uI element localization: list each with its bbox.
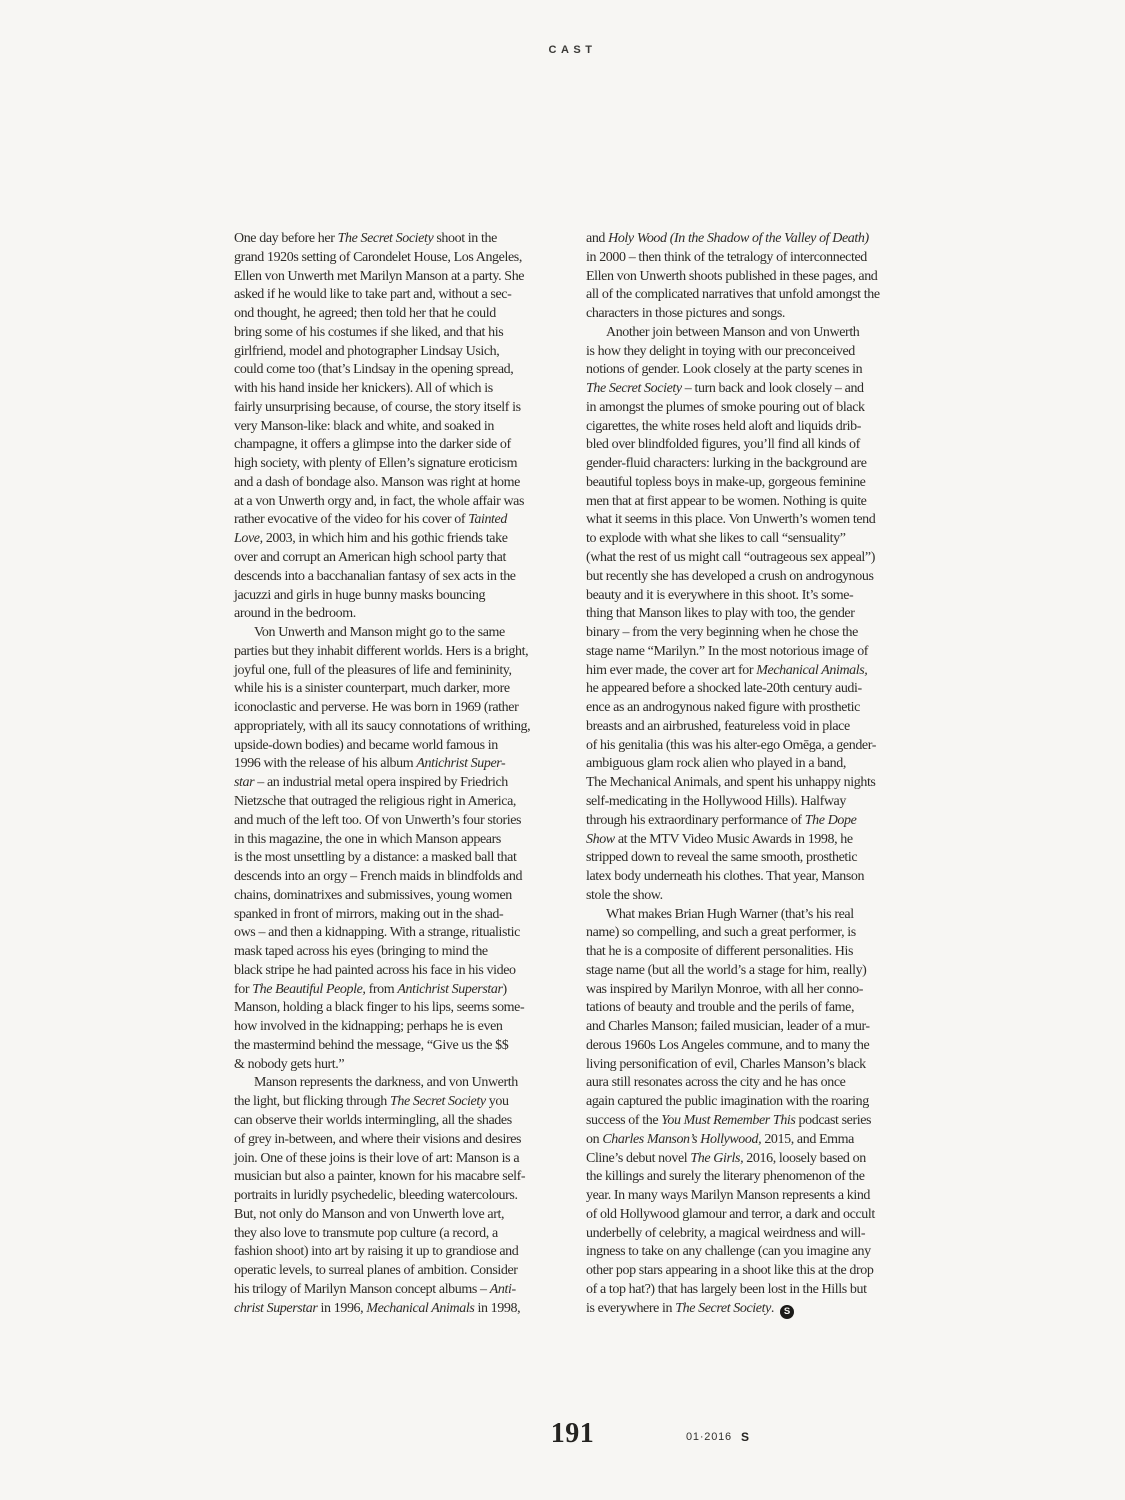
text-line: that he is a composite of different personalities. His bbox=[586, 944, 854, 960]
text-line: men that at first appear to be women. Nothing is quite bbox=[586, 493, 867, 509]
text-line: spanked in front of mirrors, making out in the shad- bbox=[234, 906, 504, 922]
text-line: but recently she has developed a crush on androgynous bbox=[586, 568, 874, 584]
text-line: could come too (that’s Lindsay in the opening spread, bbox=[234, 362, 514, 378]
text-line: chains, dominatrixes and submissives, young women bbox=[234, 887, 512, 903]
text-line: Manson, holding a black finger to his lips, seems some- bbox=[234, 1000, 525, 1016]
text-line: high society, with plenty of Ellen’s signature eroticism bbox=[234, 456, 518, 472]
text-line: fairly unsurprising because, of course, the story itself is bbox=[234, 399, 521, 415]
text-line: parties but they inhabit different worlds. Hers is a bright, bbox=[234, 643, 529, 659]
text-line: for The Beautiful People, from Antichrist Superstar) bbox=[234, 981, 507, 997]
text-line: breasts and an airbrushed, featureless void in place bbox=[586, 718, 850, 734]
text-line: ambiguous glam rock alien who played in a band, bbox=[586, 756, 846, 772]
text-line: star – an industrial metal opera inspired by Friedrich bbox=[234, 775, 508, 791]
text-line: descends into a bacchanalian fantasy of sex acts in the bbox=[234, 568, 516, 584]
text-line: of old Hollywood glamour and terror, a dark and occult bbox=[586, 1206, 875, 1222]
text-line: year. In many ways Marilyn Manson represents a kind bbox=[586, 1188, 871, 1204]
text-line: again captured the public imagination with the roaring bbox=[586, 1094, 869, 1110]
text-line: But, not only do Manson and von Unwerth love art, bbox=[234, 1206, 505, 1222]
text-line: name) so compelling, and such a great performer, is bbox=[586, 925, 856, 941]
article-column-left bbox=[234, 230, 579, 1318]
text-line: musician but also a painter, known for his macabre self- bbox=[234, 1169, 526, 1185]
text-line: and Charles Manson; failed musician, leader of a mur- bbox=[586, 1019, 870, 1035]
text-line: asked if he would like to take part and, without a sec- bbox=[234, 287, 512, 303]
text-line: Show at the MTV Video Music Awards in 1998, he bbox=[586, 831, 853, 847]
text-line: cigarettes, the white roses held aloft and liquids drib- bbox=[586, 418, 862, 434]
footer-page-number: 191 bbox=[550, 1418, 595, 1449]
text-line: his trilogy of Marilyn Manson concept albums – Anti- bbox=[234, 1281, 516, 1297]
text-line: Nietzsche that outraged the religious right in America, bbox=[234, 793, 517, 809]
text-line: Another join between Manson and von Unwerth bbox=[606, 324, 860, 340]
text-line: to explode with what she likes to call “sensuality” bbox=[586, 531, 846, 547]
footer-magazine-mark: S bbox=[741, 1430, 750, 1444]
text-line: ows – and then a kidnapping. With a strange, ritualistic bbox=[234, 925, 520, 941]
text-line: on Charles Manson’s Hollywood, 2015, and Emma bbox=[586, 1131, 854, 1147]
text-line: and a dash of bondage also. Manson was right at home bbox=[234, 474, 520, 490]
text-line: girlfriend, model and photographer Lindsay Usich, bbox=[234, 343, 500, 359]
text-line: how involved in the kidnapping; perhaps he is even bbox=[234, 1019, 503, 1035]
text-line: notions of gender. Look closely at the party scenes in bbox=[586, 362, 863, 378]
text-line: stage name (but all the world’s a stage for him, really) bbox=[586, 962, 867, 978]
text-line: the killings and surely the literary phenomenon of the bbox=[586, 1169, 865, 1185]
text-line: ence as an androgynous naked figure with prosthetic bbox=[586, 700, 860, 716]
text-line: the mastermind behind the message, “Give us the $$ bbox=[234, 1037, 509, 1053]
text-line: & nobody gets hurt.” bbox=[234, 1056, 345, 1072]
text-line: latex body underneath his clothes. That year, Manson bbox=[586, 869, 865, 885]
text-line: is the most unsettling by a distance: a masked ball that bbox=[234, 850, 517, 866]
text-line: gender-fluid characters: lurking in the background are bbox=[586, 456, 867, 472]
text-line: of his genitalia (this was his alter-ego Omēga, a gender- bbox=[586, 737, 876, 753]
text-line: Cline’s debut novel The Girls, 2016, loosely based on bbox=[586, 1150, 866, 1166]
text-line: join. One of these joins is their love of art: Manson is a bbox=[234, 1150, 520, 1166]
text-line: bled over blindfolded figures, you’ll find all kinds of bbox=[586, 437, 860, 453]
text-line: rather evocative of the video for his cover of Tainted bbox=[234, 512, 507, 528]
text-line: living personification of evil, Charles Manson’s black bbox=[586, 1056, 866, 1072]
text-line: underbelly of celebrity, a magical weirdness and will- bbox=[586, 1225, 866, 1241]
text-line: in amongst the plumes of smoke pouring out of black bbox=[586, 399, 865, 415]
text-line: beauty and it is everywhere in this shoot. It’s some- bbox=[586, 587, 854, 603]
text-line: is how they delight in toying with our preconceived bbox=[586, 343, 855, 359]
text-line: Ellen von Unwerth shoots published in these pages, and bbox=[586, 268, 878, 284]
text-line: The Secret Society – turn back and look closely – and bbox=[586, 381, 864, 397]
text-line: thing that Manson likes to play with too, the gender bbox=[586, 606, 855, 622]
text-line: christ Superstar in 1996, Mechanical Animals in 1998, bbox=[234, 1300, 521, 1316]
text-line: can observe their worlds intermingling, all the shades bbox=[234, 1112, 512, 1128]
text-line: fashion shoot) into art by raising it up to grandiose and bbox=[234, 1244, 519, 1260]
text-line: other pop stars appearing in a shoot like this at the drop bbox=[586, 1263, 874, 1279]
article-column-right bbox=[586, 230, 931, 1319]
text-line: Ellen von Unwerth met Marilyn Manson at a party. She bbox=[234, 268, 525, 284]
text-line: champagne, it offers a glimpse into the darker side of bbox=[234, 437, 511, 453]
text-line: at a von Unwerth orgy and, in fact, the whole affair was bbox=[234, 493, 525, 509]
text-line: Von Unwerth and Manson might go to the same bbox=[254, 625, 505, 641]
text-line: 1996 with the release of his album Antichrist Super- bbox=[234, 756, 506, 772]
text-line: Love, 2003, in which him and his gothic friends take bbox=[234, 531, 508, 547]
text-line: jacuzzi and girls in huge bunny masks bouncing bbox=[234, 587, 486, 603]
text-line: stripped down to reveal the same smooth, prosthetic bbox=[586, 850, 858, 866]
text-line: portraits in luridly psychedelic, bleeding watercolours. bbox=[234, 1188, 518, 1204]
text-line: beautiful topless boys in make-up, gorgeous feminine bbox=[586, 474, 866, 490]
text-line: through his extraordinary performance of The Dope bbox=[586, 812, 857, 828]
section-end-mark: S bbox=[780, 1305, 794, 1319]
text-line: tations of beauty and trouble and the perils of fame, bbox=[586, 1000, 855, 1016]
text-line: of a top hat?) that has largely been lost in the Hills but bbox=[586, 1281, 867, 1297]
text-line: (what the rest of us might call “outrageous sex appeal”) bbox=[586, 550, 875, 566]
text-line: grand 1920s setting of Carondelet House, Los Angeles, bbox=[234, 249, 522, 265]
text-line: while his is a sinister counterpart, much darker, more bbox=[234, 681, 510, 697]
text-line: operatic levels, to surreal planes of ambition. Consider bbox=[234, 1263, 518, 1279]
text-line: him ever made, the cover art for Mechanical Animals, bbox=[586, 662, 868, 678]
text-line: and Holy Wood (In the Shadow of the Valley of Death) bbox=[586, 231, 869, 246]
text-line: characters in those pictures and songs. bbox=[586, 306, 786, 322]
text-line: joyful one, full of the pleasures of life and femininity, bbox=[234, 662, 512, 678]
text-line: ingness to take on any challenge (can you imagine any bbox=[586, 1244, 871, 1260]
text-line: they also love to transmute pop culture (a record, a bbox=[234, 1225, 498, 1241]
text-line: What makes Brian Hugh Warner (that’s his real bbox=[606, 906, 854, 922]
masthead-title: CAST bbox=[548, 44, 597, 56]
text-line: Manson represents the darkness, and von Unwerth bbox=[254, 1075, 518, 1091]
text-line: stole the show. bbox=[586, 887, 663, 903]
text-line: success of the You Must Remember This podcast series bbox=[586, 1112, 872, 1128]
text-line: around in the bedroom. bbox=[234, 606, 356, 622]
text-line: One day before her The Secret Society shoot in the bbox=[234, 231, 497, 246]
text-line: self-medicating in the Hollywood Hills). Halfway bbox=[586, 793, 846, 809]
text-line: descends into an orgy – French maids in blindfolds and bbox=[234, 869, 523, 885]
text-line: in this magazine, the one in which Manson appears bbox=[234, 831, 501, 847]
text-line: was inspired by Marilyn Monroe, with all her conno- bbox=[586, 981, 864, 997]
text-line: upside-down bodies) and became world famous in bbox=[234, 737, 498, 753]
text-line: ond thought, he agreed; then told her that he could bbox=[234, 306, 496, 322]
text-line: what it seems in this place. Von Unwerth’s women tend bbox=[586, 512, 876, 528]
text-line: with his hand inside her knickers). All of which is bbox=[234, 381, 493, 397]
text-line: black stripe he had painted across his face in his video bbox=[234, 962, 516, 978]
text-line: and much of the left too. Of von Unwerth’s four stories bbox=[234, 812, 522, 828]
text-line: appropriately, with all its saucy connotations of writhing, bbox=[234, 718, 531, 734]
text-line: The Mechanical Animals, and spent his unhappy nights bbox=[586, 775, 876, 791]
text-line: very Manson-like: black and white, and soaked in bbox=[234, 418, 494, 434]
text-line: bring some of his costumes if she liked, and that his bbox=[234, 324, 504, 340]
text-line: binary – from the very beginning when he chose the bbox=[586, 625, 858, 641]
footer-issue-date: 01·2016 bbox=[686, 1431, 732, 1443]
text-line: over and corrupt an American high school party that bbox=[234, 550, 506, 566]
text-line: the light, but flicking through The Secret Society you bbox=[234, 1094, 509, 1110]
text-line: in 2000 – then think of the tetralogy of interconnected bbox=[586, 249, 867, 265]
text-line: stage name “Marilyn.” In the most notorious image of bbox=[586, 643, 869, 659]
text-line: is everywhere in The Secret Society. S bbox=[586, 1300, 931, 1319]
text-line: all of the complicated narratives that unfold amongst the bbox=[586, 287, 880, 303]
text-line: he appeared before a shocked late-20th century audi- bbox=[586, 681, 862, 697]
text-line: derous 1960s Los Angeles commune, and to many the bbox=[586, 1037, 870, 1053]
text-line: iconoclastic and perverse. He was born in 1969 (rather bbox=[234, 700, 519, 716]
text-line: aura still resonates across the city and he has once bbox=[586, 1075, 846, 1091]
text-line: of grey in-between, and where their visions and desires bbox=[234, 1131, 522, 1147]
text-line: mask taped across his eyes (bringing to mind the bbox=[234, 944, 488, 960]
